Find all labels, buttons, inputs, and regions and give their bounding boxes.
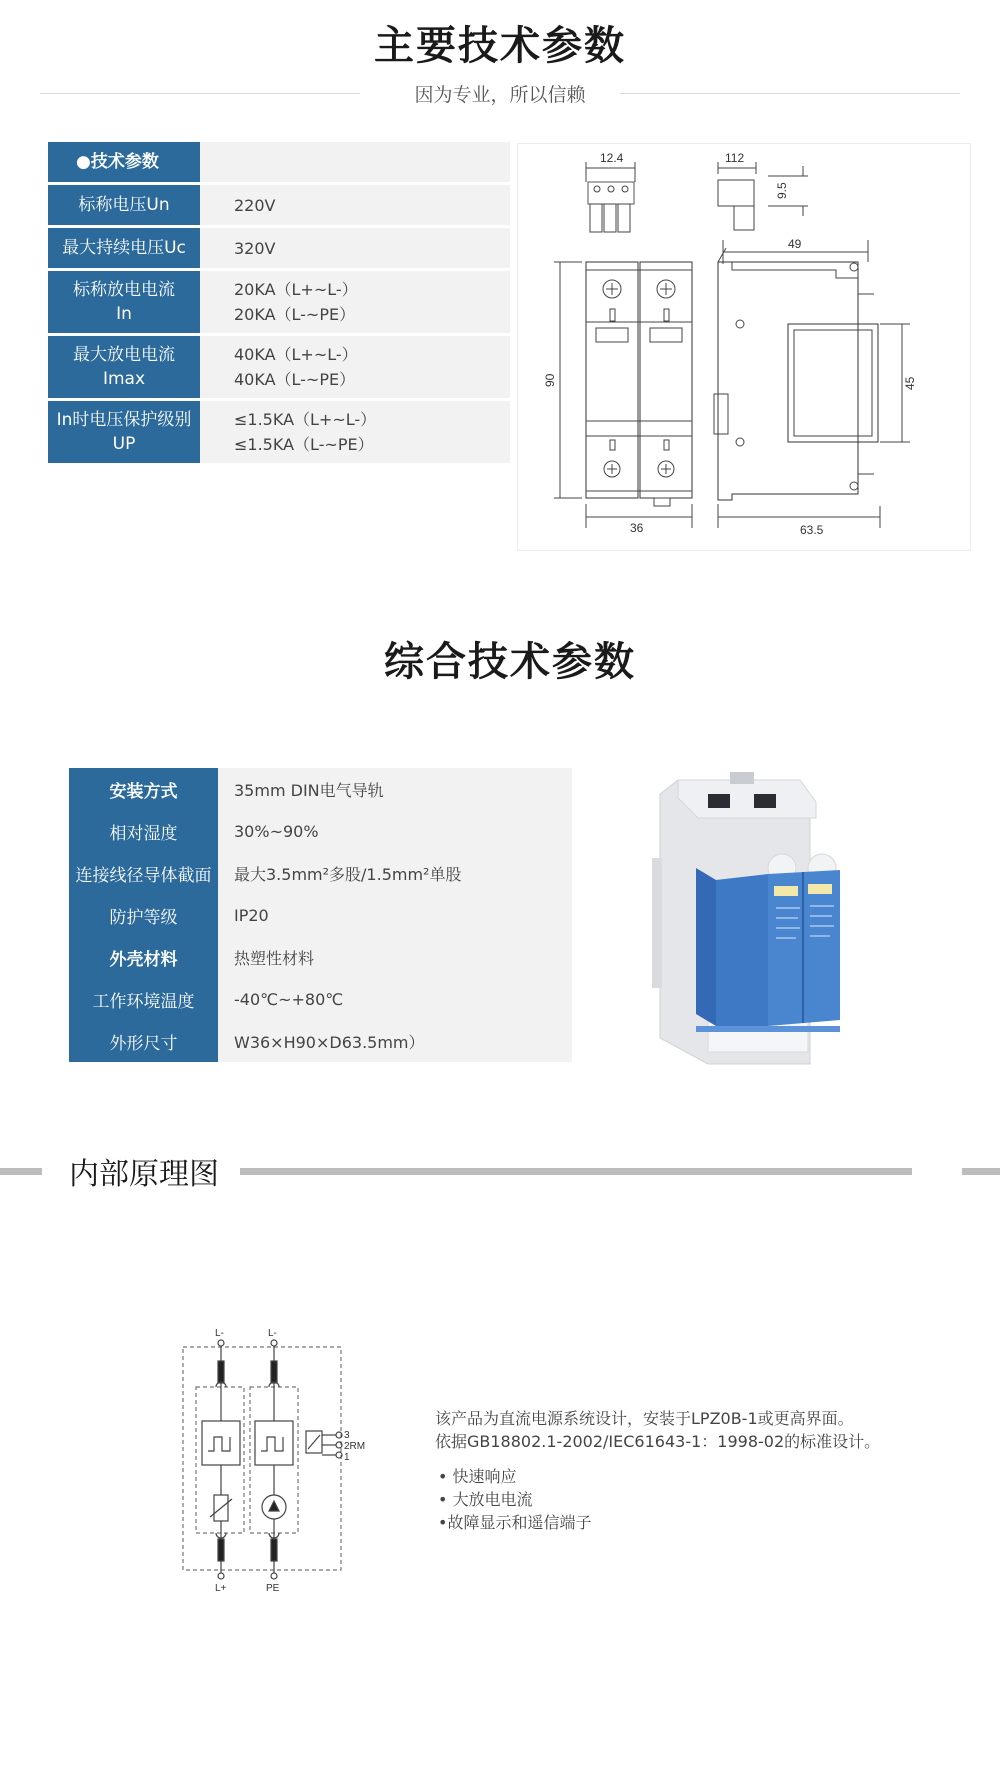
spec-value-line: 40KA（L+~L-）	[234, 345, 358, 364]
spec-label: 最大放电电流 Imax	[48, 336, 200, 398]
subtitle-divider-right	[620, 93, 960, 94]
feature-list	[438, 1465, 591, 1534]
general-value: -40℃~+80℃	[218, 978, 572, 1020]
section-divider-right	[962, 1168, 1000, 1175]
product-image	[650, 758, 890, 1088]
general-row	[69, 810, 572, 852]
dim-side-width: 112	[725, 151, 745, 165]
spec-value-line: 220V	[234, 195, 276, 215]
general-label: 防护等级	[69, 894, 218, 936]
circuit-terminal-3: 3	[344, 1430, 350, 1441]
general-row	[69, 936, 572, 978]
spec-value	[200, 228, 510, 268]
section-divider-left	[0, 1168, 42, 1175]
dim-height: 90	[543, 373, 557, 387]
general-value: 最大3.5mm²多股/1.5mm²单股	[218, 852, 572, 894]
schematic-title: 内部原理图	[69, 1157, 219, 1192]
spec-header-label: ●技术参数	[48, 142, 200, 182]
circuit-terminal-1: 1	[344, 1452, 350, 1463]
spec-row	[48, 401, 510, 463]
spec-value-line: ≤1.5KA（L+~L-）	[234, 410, 377, 429]
general-value: W36×H90×D63.5mm）	[218, 1020, 572, 1062]
general-label: 相对湿度	[69, 810, 218, 852]
spec-row	[48, 228, 510, 268]
general-row	[69, 768, 572, 810]
dim-rail: 45	[903, 376, 917, 390]
spec-value	[200, 401, 510, 463]
circuit-diagram	[178, 1325, 378, 1595]
circuit-label-bottom-right: PE	[266, 1583, 280, 1594]
feature-item: •故障显示和遥信端子	[438, 1513, 592, 1532]
spec-value-line: 40KA（L-~PE）	[234, 370, 356, 389]
general-value: 35mm DIN电气导轨	[218, 768, 572, 810]
general-label: 连接线径导体截面	[69, 852, 218, 894]
spec-row	[48, 271, 510, 333]
circuit-label-top-left: L-	[215, 1328, 224, 1339]
general-row	[69, 978, 572, 1020]
general-value: 30%~90%	[218, 810, 572, 852]
dim-width: 36	[630, 521, 644, 535]
dim-height-small: 9.5	[775, 182, 789, 199]
general-value: IP20	[218, 894, 572, 936]
general-row	[69, 894, 572, 936]
description-line: 依据GB18802.1-2002/IEC61643-1：1998-02的标准设计。	[435, 1432, 881, 1451]
spec-value-line: 20KA（L+~L-）	[234, 280, 358, 299]
general-label: 工作环境温度	[69, 978, 218, 1020]
subtitle: 因为专业，所以信赖	[414, 84, 586, 106]
dim-depth-top: 49	[788, 237, 802, 251]
general-label: 外壳材料	[69, 936, 218, 978]
spec-value-line: ≤1.5KA（L-~PE）	[234, 435, 374, 454]
general-params-title: 综合技术参数	[384, 639, 636, 685]
spec-header-row	[48, 142, 510, 182]
feature-item: • 快速响应	[438, 1467, 517, 1486]
spec-value	[200, 271, 510, 333]
general-row	[69, 1020, 572, 1062]
dimension-drawing	[517, 143, 971, 551]
main-params-title: 主要技术参数	[374, 23, 626, 69]
spec-value-line: 20KA（L-~PE）	[234, 305, 356, 324]
spec-row	[48, 185, 510, 225]
general-spec-table	[69, 768, 572, 1062]
spec-value	[200, 336, 510, 398]
spec-label: 标称电压Un	[48, 185, 200, 225]
general-row	[69, 852, 572, 894]
spec-label: 最大持续电压Uc	[48, 228, 200, 268]
spec-header-value	[200, 142, 510, 182]
general-label: 外形尺寸	[69, 1020, 218, 1062]
circuit-label-top-right: L-	[268, 1328, 277, 1339]
circuit-label-bottom-left: L+	[215, 1583, 227, 1594]
general-value: 热塑性材料	[218, 936, 572, 978]
circuit-terminal-2rm: 2RM	[344, 1441, 366, 1452]
feature-item: • 大放电电流	[438, 1490, 533, 1509]
spec-label: 标称放电电流 In	[48, 271, 200, 333]
spec-row	[48, 336, 510, 398]
spec-value	[200, 185, 510, 225]
description-line: 该产品为直流电源系统设计，安装于LPZ0B-1或更高界面。	[435, 1409, 854, 1428]
product-description	[435, 1407, 880, 1453]
dim-depth: 63.5	[800, 523, 824, 537]
spec-label: In时电压保护级别 UP	[48, 401, 200, 463]
general-label: 安装方式	[69, 768, 218, 810]
main-spec-table	[48, 142, 510, 466]
spec-value-line: 320V	[234, 238, 276, 258]
section-divider-middle	[240, 1168, 912, 1175]
dim-terminal-width: 12.4	[600, 151, 624, 165]
